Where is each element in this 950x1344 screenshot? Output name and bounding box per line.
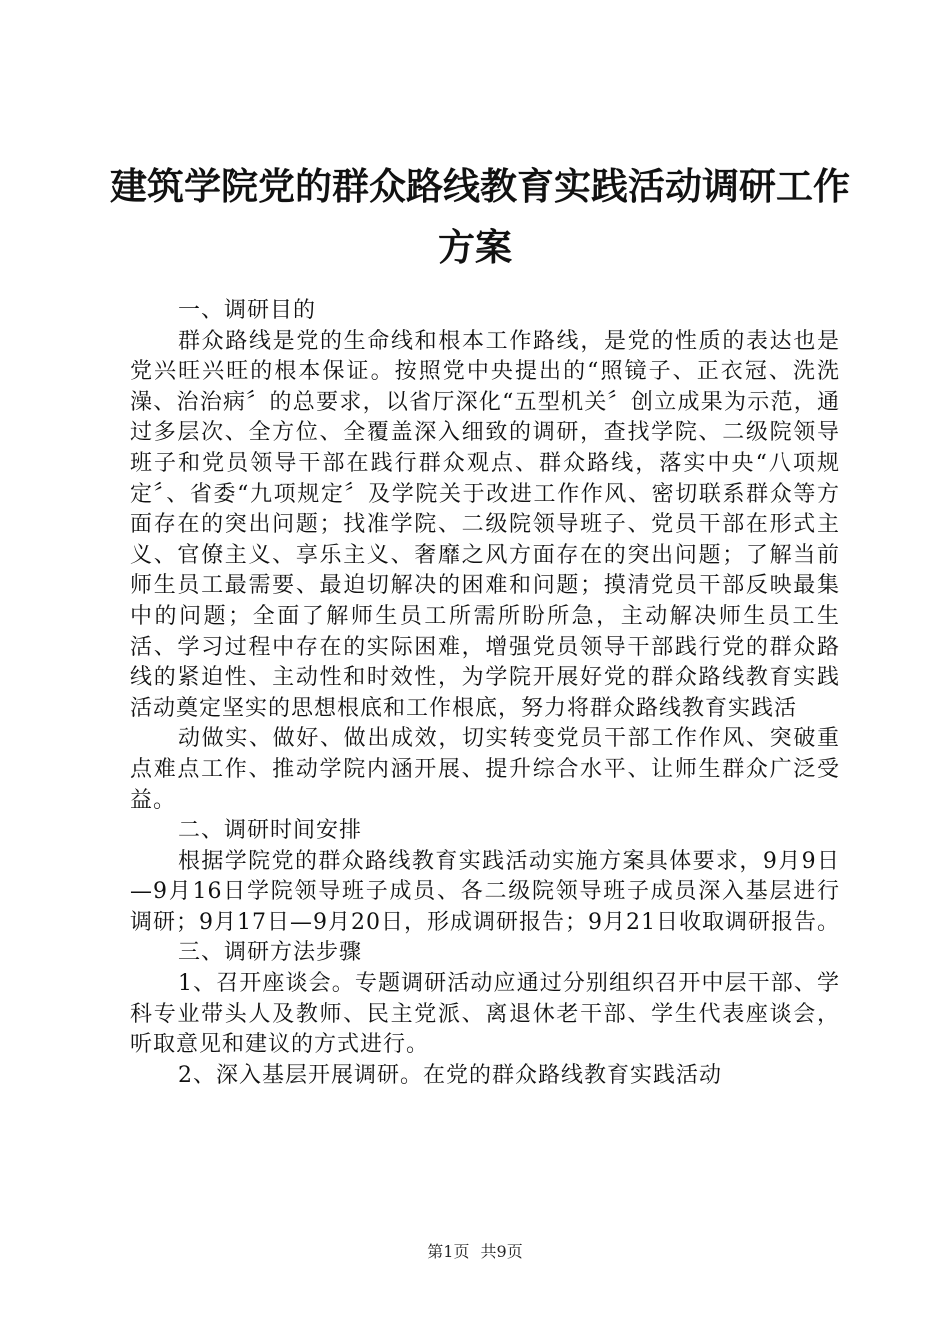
paragraph-methods-2: 2、深入基层开展调研。在党的群众路线教育实践活动 — [178, 1062, 722, 1088]
section-heading-methods: 三、调研方法步骤 — [178, 940, 363, 966]
page-total: 共9页 — [480, 1242, 523, 1261]
document-body — [130, 296, 840, 1091]
paragraph-purpose-2: 动做实、做好、做出成效，切实转变党员干部工作作风、突破重点难点工作、推动学院内涵开展、提升综合水平、让师生群众广泛受益。 — [130, 726, 840, 813]
document-title-line2: 方案 — [438, 226, 512, 269]
page-footer — [0, 1242, 950, 1262]
paragraph-schedule: 根据学院党的群众路线教育实践活动实施方案具体要求，9月9日—9月16日学院领导班子成员、各二级院领导班子成员深入基层进行调研；9月17日—9月20日，形成调研报告；9月21日收取调研报告。 — [130, 848, 840, 935]
section-heading-purpose: 一、调研目的 — [178, 298, 317, 323]
page-number: 第1页 — [427, 1242, 470, 1261]
paragraph-methods-1: 1、召开座谈会。专题调研活动应通过分别组织召开中层干部、学科专业带头人及教师、民主党派、离退休老干部、学生代表座谈会，听取意见和建议的方式进行。 — [130, 971, 840, 1058]
document-title-line1: 建筑学院党的群众路线教育实践活动调研工作 — [110, 165, 850, 208]
section-heading-schedule: 二、调研时间安排 — [178, 818, 363, 844]
paragraph-purpose-1: 群众路线是党的生命线和根本工作路线，是党的性质的表达也是党兴旺兴旺的根本保证。按照党中央提出的“照镜子、正衣冠、洗洗澡、治治病〞的总要求，以省厅深化“五型机关〞创立成果为示范，通过多层次、全方位、全覆盖深入细致的调研，查找学院、二级院领导班子和党员领导干部在践行群众观点、群众路线，落实中央“八项规定〞、省委“九项规定〞及学院关于改进工作作风、密切联系群众等方面存在的突出问题；找准学院、二级院领导班子、党员干部在形式主义、官僚主义、享乐主义、奢靡之风方面存在的突出问题；了解当前师生员工最需要、最迫切解决的困难和问题；摸清党员干部反映最集中的问题；全面了解师生员工所需所盼所急，主动解决师生员工生活、学习过程中存在的实际困难，增强党员领导干部践行党的群众路线的紧迫性、主动性和时效性，为学院开展好党的群众路线教育实践活动奠定坚实的思想根底和工作根底，努力将群众路线教育实践活 — [130, 328, 840, 721]
